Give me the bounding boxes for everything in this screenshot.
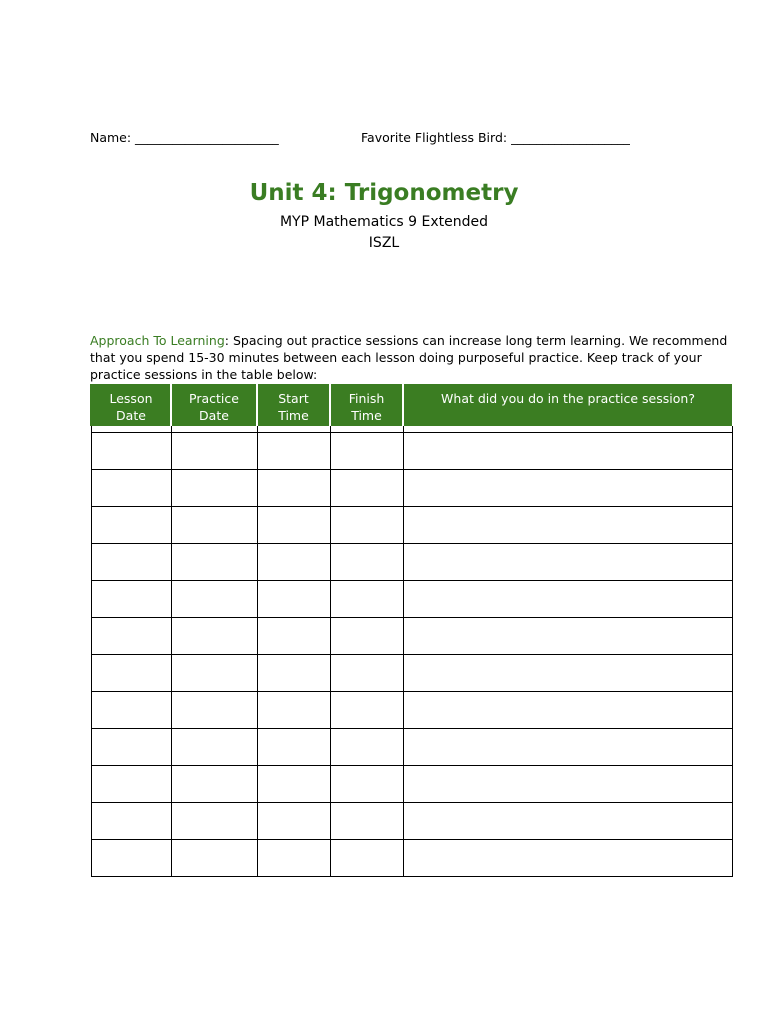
school-name: ISZL xyxy=(368,235,400,251)
table-row xyxy=(91,654,732,691)
practice-description-cell[interactable] xyxy=(403,506,732,543)
finish-time-cell[interactable] xyxy=(330,469,403,506)
practice-date-cell[interactable] xyxy=(171,802,257,839)
start-time-cell[interactable] xyxy=(257,617,330,654)
start-time-cell[interactable] xyxy=(257,580,330,617)
practice-date-cell[interactable] xyxy=(171,728,257,765)
lesson-date-cell[interactable] xyxy=(91,654,171,691)
lesson-date-cell[interactable] xyxy=(91,580,171,617)
table-row xyxy=(91,765,732,802)
finish-time-cell[interactable] xyxy=(330,432,403,469)
table-row xyxy=(91,506,732,543)
practice-description-cell[interactable] xyxy=(403,543,732,580)
table-row xyxy=(91,691,732,728)
start-time-cell[interactable] xyxy=(257,506,330,543)
practice-description-cell[interactable] xyxy=(403,432,732,469)
practice-description-cell[interactable] xyxy=(403,469,732,506)
practice-description-cell[interactable] xyxy=(403,839,732,876)
column-header-lesson-date: Lesson Date xyxy=(91,384,171,426)
finish-time-cell[interactable] xyxy=(330,728,403,765)
table-row xyxy=(91,543,732,580)
finish-time-cell[interactable] xyxy=(330,580,403,617)
lesson-date-cell[interactable] xyxy=(91,617,171,654)
finish-time-cell[interactable] xyxy=(330,654,403,691)
name-field-label: Name: _______________________ xyxy=(90,130,279,145)
practice-description-cell[interactable] xyxy=(403,802,732,839)
lesson-date-cell[interactable] xyxy=(91,691,171,728)
table-row xyxy=(91,580,732,617)
practice-date-cell[interactable] xyxy=(171,765,257,802)
start-time-cell[interactable] xyxy=(257,469,330,506)
practice-date-cell[interactable] xyxy=(171,432,257,469)
table-row xyxy=(91,432,732,469)
finish-time-cell[interactable] xyxy=(330,839,403,876)
lesson-date-cell[interactable] xyxy=(91,765,171,802)
atl-label: Approach To Learning xyxy=(90,333,225,348)
page-title: Unit 4: Trigonometry xyxy=(249,180,519,206)
column-header-start-time: Start Time xyxy=(257,384,330,426)
lesson-date-cell[interactable] xyxy=(91,469,171,506)
start-time-cell[interactable] xyxy=(257,728,330,765)
column-header-practice-description: What did you do in the practice session? xyxy=(403,384,732,426)
practice-date-cell[interactable] xyxy=(171,543,257,580)
practice-date-cell[interactable] xyxy=(171,469,257,506)
start-time-cell[interactable] xyxy=(257,765,330,802)
practice-description-cell[interactable] xyxy=(403,617,732,654)
start-time-cell[interactable] xyxy=(257,432,330,469)
lesson-date-cell[interactable] xyxy=(91,728,171,765)
course-subtitle: MYP Mathematics 9 Extended xyxy=(279,214,489,230)
practice-date-cell[interactable] xyxy=(171,691,257,728)
start-time-cell[interactable] xyxy=(257,802,330,839)
table-row xyxy=(91,469,732,506)
finish-time-cell[interactable] xyxy=(330,506,403,543)
practice-description-cell[interactable] xyxy=(403,728,732,765)
table-row xyxy=(91,728,732,765)
lesson-date-cell[interactable] xyxy=(91,802,171,839)
table-header-row xyxy=(91,384,732,426)
start-time-cell[interactable] xyxy=(257,839,330,876)
finish-time-cell[interactable] xyxy=(330,802,403,839)
table-row xyxy=(91,617,732,654)
practice-description-cell[interactable] xyxy=(403,580,732,617)
start-time-cell[interactable] xyxy=(257,543,330,580)
lesson-date-cell[interactable] xyxy=(91,506,171,543)
finish-time-cell[interactable] xyxy=(330,765,403,802)
practice-date-cell[interactable] xyxy=(171,580,257,617)
table-row xyxy=(91,802,732,839)
finish-time-cell[interactable] xyxy=(330,691,403,728)
atl-text: : Spacing out practice sessions can increase long term learning. We recommend that you spend 15-30 minutes between each lesson doing purposeful practice. Keep track of your practice sessions in the table below: xyxy=(90,333,728,382)
favorite-bird-field-label: Favorite Flightless Bird: ___________________ xyxy=(361,130,630,145)
practice-description-cell[interactable] xyxy=(403,654,732,691)
practice-date-cell[interactable] xyxy=(171,654,257,691)
practice-date-cell[interactable] xyxy=(171,506,257,543)
finish-time-cell[interactable] xyxy=(330,543,403,580)
column-header-finish-time: Finish Time xyxy=(330,384,403,426)
lesson-date-cell[interactable] xyxy=(91,543,171,580)
practice-description-cell[interactable] xyxy=(403,765,732,802)
practice-date-cell[interactable] xyxy=(171,839,257,876)
practice-date-cell[interactable] xyxy=(171,617,257,654)
column-header-practice-date: Practice Date xyxy=(171,384,257,426)
table-row xyxy=(91,839,732,876)
approach-to-learning-paragraph xyxy=(90,332,735,383)
start-time-cell[interactable] xyxy=(257,691,330,728)
start-time-cell[interactable] xyxy=(257,654,330,691)
practice-description-cell[interactable] xyxy=(403,691,732,728)
finish-time-cell[interactable] xyxy=(330,617,403,654)
lesson-date-cell[interactable] xyxy=(91,432,171,469)
practice-log-table xyxy=(90,384,733,877)
lesson-date-cell[interactable] xyxy=(91,839,171,876)
